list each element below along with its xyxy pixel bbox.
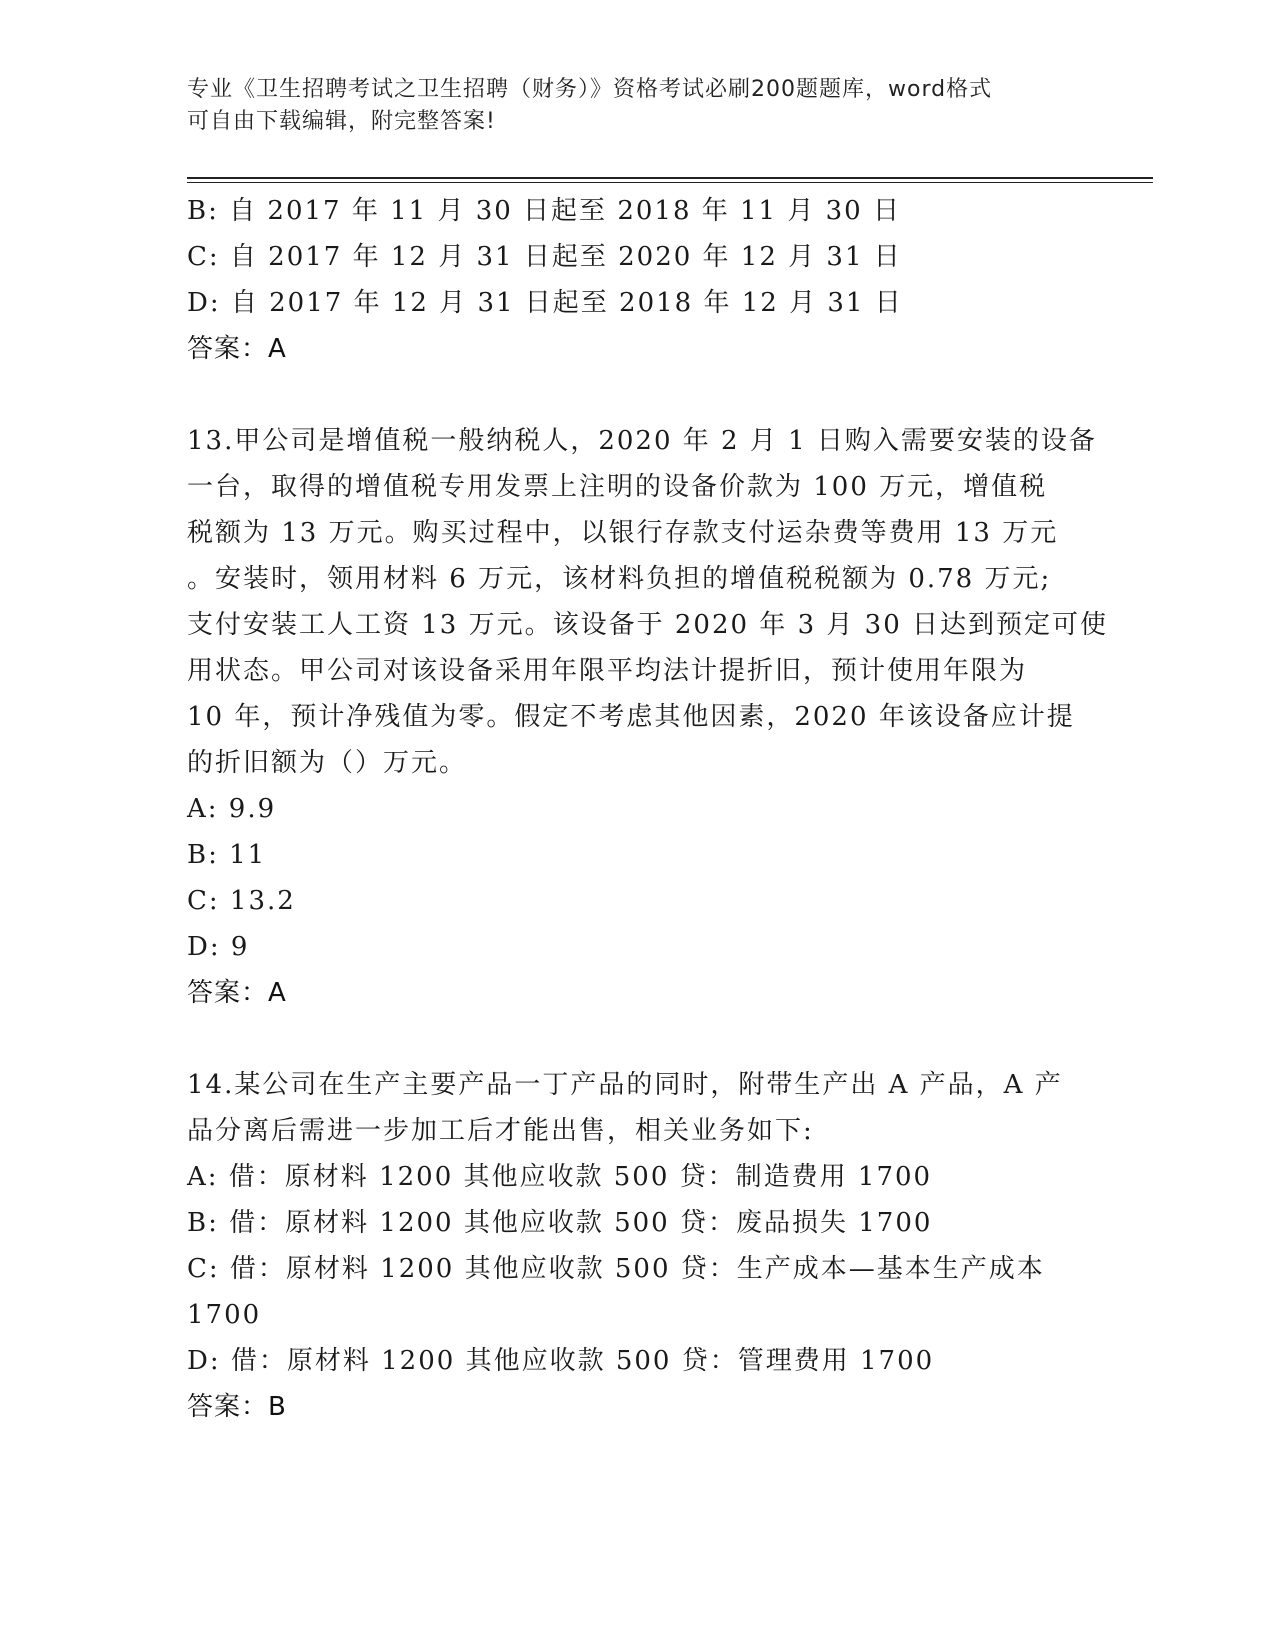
question-stem-line: 一台，取得的增值税专用发票上注明的设备价款为 100 万元，增值税: [187, 472, 1048, 502]
question-stem-line: 的折旧额为（）万元。: [187, 748, 468, 778]
option-c: C: 借：原材料 1200 其他应收款 500 贷：生产成本—基本生产成本: [187, 1254, 1045, 1284]
prev-question: [187, 188, 1087, 372]
header-rule-thin: [187, 182, 1153, 183]
option-b: B: 自 2017 年 11 月 30 日起至 2018 年 11 月 30 日: [187, 196, 901, 226]
question-stem-line: 品分离后需进一步加工后才能出售，相关业务如下:: [187, 1116, 814, 1146]
option-d: D: 9: [187, 932, 250, 962]
option-c: C: 自 2017 年 12 月 31 日起至 2020 年 12 月 31 日: [187, 242, 902, 272]
question-stem-line: 14.某公司在生产主要产品一丁产品的同时，附带生产出 A 产品，A 产: [187, 1070, 1063, 1100]
question-stem-line: 用状态。甲公司对该设备采用年限平均法计提折旧，预计使用年限为: [187, 656, 1028, 686]
header-line-2: 可自由下载编辑，附完整答案!: [187, 109, 496, 134]
question-stem-line: 税额为 13 万元。购买过程中，以银行存款支付运杂费等费用 13 万元: [187, 518, 1059, 548]
option-a: A: 借：原材料 1200 其他应收款 500 贷：制造费用 1700: [187, 1162, 933, 1192]
page-header: [187, 74, 1067, 138]
option-b: B: 借：原材料 1200 其他应收款 500 贷：废品损失 1700: [187, 1208, 933, 1238]
option-c: C: 13.2: [187, 886, 296, 916]
question-13: [187, 418, 1108, 1016]
answer-line: 答案：A: [187, 978, 287, 1008]
question-stem-line: 。安装时，领用材料 6 万元，该材料负担的增值税税额为 0.78 万元;: [187, 564, 1052, 594]
option-d: D: 借：原材料 1200 其他应收款 500 贷：管理费用 1700: [187, 1346, 935, 1376]
spacer: [187, 1016, 1087, 1062]
answer-line: 答案：B: [187, 1392, 287, 1422]
question-stem-line: 10 年，预计净残值为零。假定不考虑其他因素，2020 年该设备应计提: [187, 702, 1075, 732]
question-stem-line: 支付安装工人工资 13 万元。该设备于 2020 年 3 月 30 日达到预定可使: [187, 610, 1108, 640]
header-rule-thick: [187, 177, 1153, 179]
answer-line: 答案：A: [187, 334, 287, 364]
option-b: B: 11: [187, 840, 267, 870]
option-c-continued: 1700: [187, 1300, 262, 1330]
spacer: [187, 372, 1087, 418]
question-stem-line: 13.甲公司是增值税一般纳税人，2020 年 2 月 1 日购入需要安装的设备: [187, 426, 1097, 456]
header-line-1: 专业《卫生招聘考试之卫生招聘（财务）》资格考试必刷200题题库，word格式: [187, 77, 993, 102]
option-d: D: 自 2017 年 12 月 31 日起至 2018 年 12 月 31 日: [187, 288, 903, 318]
question-14: [187, 1062, 1087, 1430]
document-body: [187, 188, 1108, 1430]
option-a: A: 9.9: [187, 794, 277, 824]
